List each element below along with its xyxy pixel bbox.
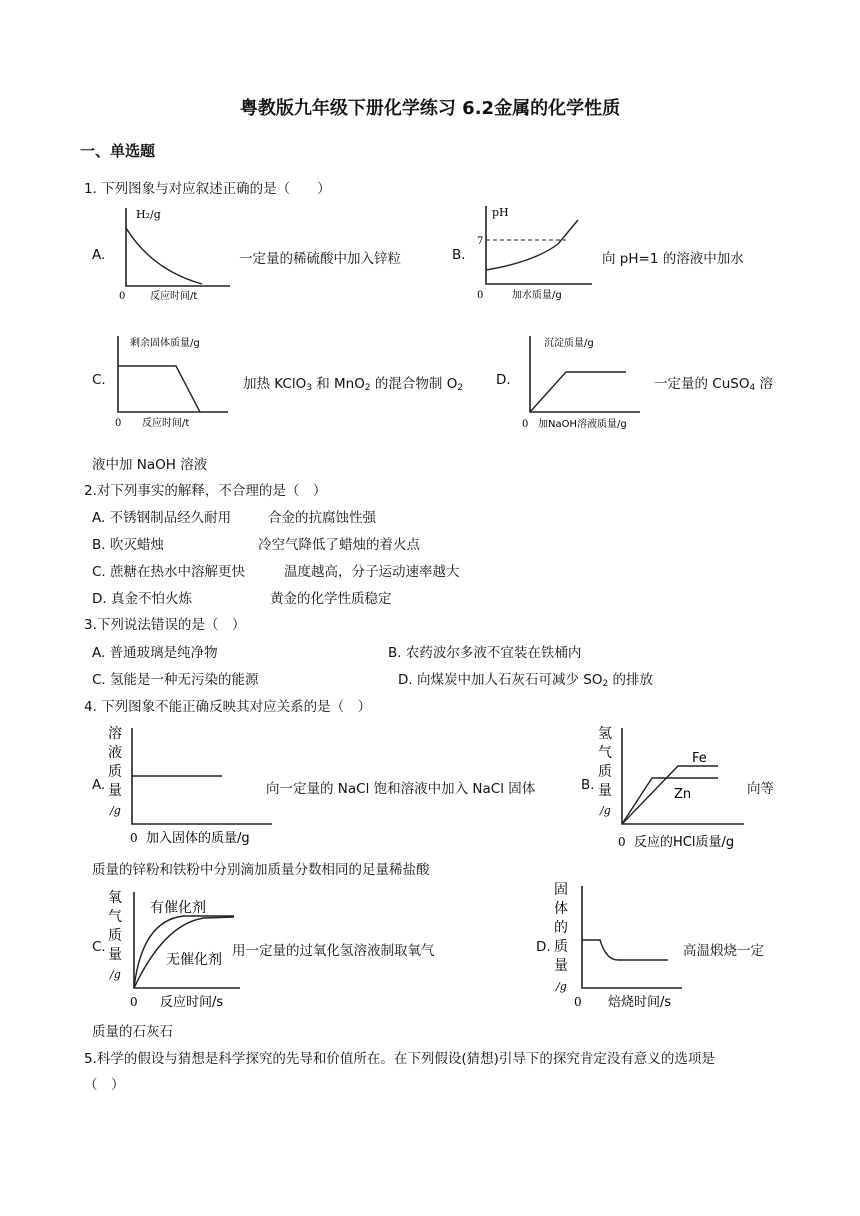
q2-option-d-reason: 黄金的化学性质稳定 [270, 591, 392, 607]
q4-b-yunit: /g [600, 804, 611, 817]
q4-b-zn-label: Zn [674, 787, 692, 802]
q5-stem-line2: （ ） [84, 1077, 125, 1093]
q1-a-chart [112, 200, 232, 304]
q4-c-chart [104, 884, 244, 1014]
q4-d-continuation: 质量的石灰石 [92, 1024, 173, 1040]
q1-b-letter: B. [452, 247, 466, 263]
q3-option-a: A. 普通玻璃是纯净物 [92, 645, 218, 661]
q4-d-letter: D. [536, 939, 551, 955]
q1-d-ylabel: 沉淀质量/g [544, 338, 594, 349]
q4-a-ylabel-1: 溶 [108, 726, 122, 742]
q2-option-c-reason: 温度越高，分子运动速率越大 [284, 564, 460, 580]
q4-b-origin: 0 [618, 835, 626, 849]
q4-b-ylabel-3: 质 [598, 764, 612, 780]
q1-c-text: 加热 KClO$_3$ 和 MnO$_2$ 的混合物制 $O_2$ [243, 376, 464, 393]
q4-d-xlabel: 焙烧时间/s [608, 995, 672, 1010]
q4-a-ylabel-3: 质 [108, 764, 122, 780]
q4-a-yunit: /g [110, 804, 121, 817]
q2-option-a-reason: 合金的抗腐蚀性强 [268, 510, 376, 526]
q4-c-ylabel-2: 气 [108, 909, 122, 925]
q1-d-chart [516, 330, 646, 434]
q4-b-continuation: 质量的锌粉和铁粉中分别滴加质量分数相同的足量稀盐酸 [92, 862, 430, 878]
q2-option-b-reason: 冷空气降低了蜡烛的着火点 [258, 537, 420, 553]
q4-d-ylabel-1: 固 [554, 882, 568, 898]
q4-b-ylabel-2: 气 [598, 745, 612, 761]
q1-d-origin: 0 [522, 419, 529, 430]
q4-d-chart [548, 880, 686, 1014]
q3-option-b: B. 农药波尔多液不宜装在铁桶内 [388, 645, 582, 661]
q4-b-text: 向等 [747, 781, 774, 797]
q1-d-xlabel: 加NaOH溶液质量/g [538, 419, 627, 430]
q1-continuation: 液中加 NaOH 溶液 [92, 457, 208, 473]
q4-c-nocat-label: 无催化剂 [166, 952, 222, 968]
q1-c-chart [108, 330, 232, 434]
q4-a-letter: A. [92, 777, 106, 793]
q1-a-letter: A. [92, 247, 106, 263]
q1-b-origin: 0 [477, 290, 484, 301]
q4-c-origin: 0 [130, 995, 138, 1009]
q4-a-chart [104, 722, 274, 852]
q2-option-c-fact: C. 蔗糖在热水中溶解更快 [92, 564, 246, 580]
q4-c-ylabel-3: 质 [108, 928, 122, 944]
q4-b-fe-label: Fe [692, 751, 707, 766]
q4-a-ylabel-2: 液 [108, 745, 122, 761]
q1-c-ylabel: 剩余固体质量/g [130, 338, 200, 349]
q4-b-xlabel: 反应的HCl质量/g [634, 835, 735, 850]
q4-a-origin: 0 [130, 831, 138, 845]
q2-stem: 2.对下列事实的解释，不合理的是（ ） [84, 483, 327, 499]
q1-c-origin: 0 [115, 418, 122, 429]
q4-b-letter: B. [581, 777, 595, 793]
q1-c-letter: C. [92, 372, 106, 388]
q4-d-ylabel-3: 的 [554, 920, 568, 936]
q2-option-b-fact: B. 吹灭蜡烛 [92, 537, 164, 553]
q4-d-ylabel-2: 体 [554, 901, 568, 917]
q4-a-ylabel-4: 量 [108, 783, 122, 799]
q2-option-a-fact: A. 不锈钢制品经久耐用 [92, 510, 232, 526]
q4-d-text: 高温煅烧一定 [683, 943, 764, 959]
q4-c-ylabel-4: 量 [108, 947, 122, 963]
q4-b-ylabel-4: 量 [598, 783, 612, 799]
q4-d-yunit: /g [556, 980, 567, 993]
q1-stem: 1. 下列图象与对应叙述正确的是（ ） [84, 181, 331, 197]
q1-d-letter: D. [496, 372, 511, 388]
q1-d-text: 一定量的 CuSO$_4$ 溶 [654, 376, 774, 393]
section-heading: 一、单选题 [80, 142, 156, 160]
q4-stem: 4. 下列图象不能正确反映其对应关系的是（ ） [84, 699, 372, 715]
q4-a-text: 向一定量的 NaCl 饱和溶液中加入 NaCl 固体 [266, 781, 536, 797]
q5-stem: 5.科学的假设与猜想是科学探究的先导和价值所在。在下列假设(猜想)引导下的探究肯定没有意义的选项是 [84, 1051, 715, 1067]
q1-a-ylabel: H₂/g [136, 208, 161, 221]
q4-b-chart [594, 722, 750, 856]
q4-a-xlabel: 加入固体的质量/g [146, 831, 250, 846]
q3-option-c: C. 氢能是一种无污染的能源 [92, 672, 259, 688]
q3-stem: 3.下列说法错误的是（ ） [84, 617, 246, 633]
q4-c-yunit: /g [110, 968, 121, 981]
q1-b-xlabel: 加水质量/g [512, 290, 562, 301]
q1-b-chart [474, 196, 594, 304]
q1-b-text: 向 pH=1 的溶液中加水 [602, 251, 744, 267]
q4-c-text: 用一定量的过氧化氢溶液制取氧气 [232, 943, 435, 959]
q4-c-cat-label: 有催化剂 [150, 900, 206, 916]
page-title: 粤教版九年级下册化学练习 6.2金属的化学性质 [239, 98, 621, 119]
q1-a-origin: 0 [119, 291, 126, 302]
q4-b-ylabel-1: 氢 [598, 726, 612, 742]
q1-a-text: 一定量的稀硫酸中加入锌粒 [239, 251, 401, 267]
q1-b-tick: 7 [477, 236, 484, 247]
q4-d-ylabel-4: 质 [554, 939, 568, 955]
q4-c-xlabel: 反应时间/s [160, 995, 224, 1010]
q2-option-d-fact: D. 真金不怕火炼 [92, 591, 192, 607]
q1-b-ylabel: pH [492, 206, 509, 219]
q4-d-ylabel-5: 量 [554, 958, 568, 974]
q4-d-origin: 0 [574, 995, 582, 1009]
q4-c-ylabel-1: 氧 [108, 890, 122, 906]
q1-c-xlabel: 反应时间/t [142, 418, 190, 429]
q1-a-xlabel: 反应时间/t [150, 291, 198, 302]
q3-option-d: D. 向煤炭中加人石灰石可减少 $SO_2$ 的排放 [398, 672, 653, 689]
q4-c-letter: C. [92, 939, 106, 955]
